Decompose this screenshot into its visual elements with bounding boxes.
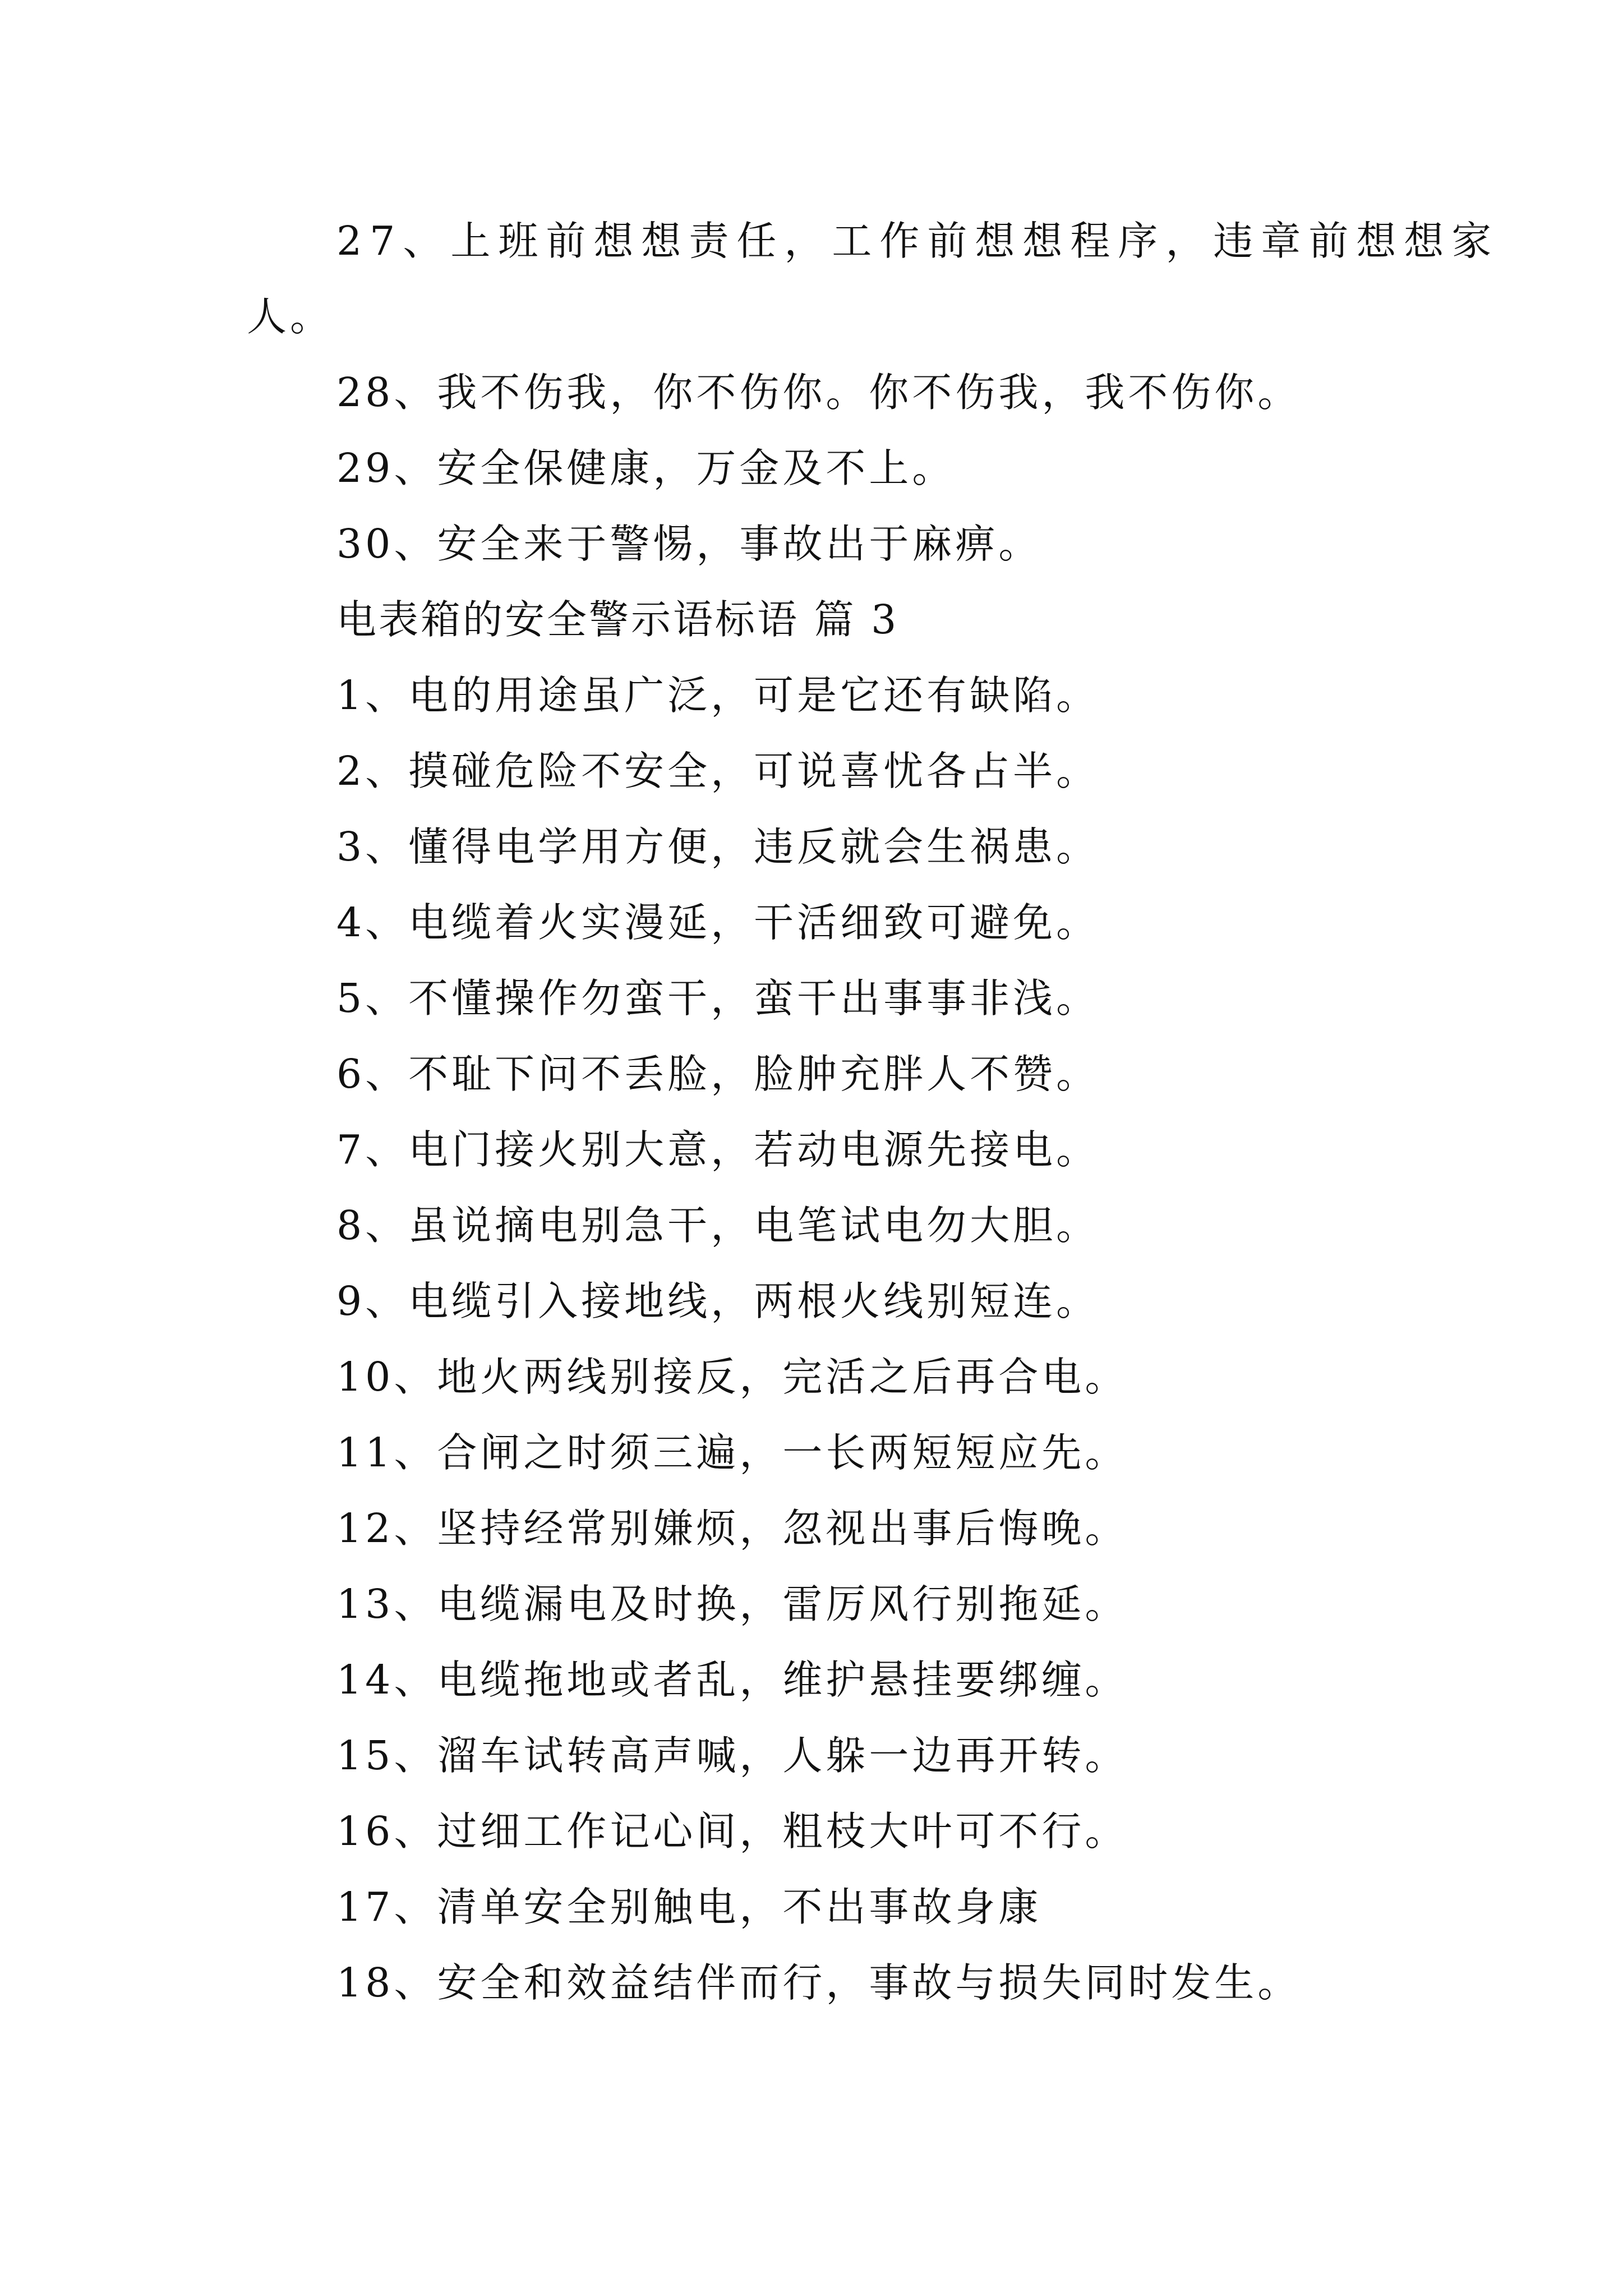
text-line-28: 28、我不伤我，你不伤你。你不伤我，我不伤你。 (336, 369, 1301, 416)
text-line-30: 30、安全来于警惕，事故出于麻痹。 (336, 521, 1042, 567)
list-item: 13、电缆漏电及时换，雷厉风行别拖延。 (336, 1581, 1128, 1627)
list-item: 14、电缆拖地或者乱，维护悬挂要绑缠。 (336, 1657, 1128, 1703)
list-item: 1、电的用途虽广泛，可是它还有缺陷。 (336, 672, 1100, 719)
list-item: 16、过细工作记心间，粗枝大叶可不行。 (336, 1808, 1128, 1855)
list-item: 17、清单安全别触电，不出事故身康 (336, 1884, 1042, 1930)
list-item: 11、合闸之时须三遍，一长两短短应先。 (336, 1429, 1128, 1476)
list-item: 9、电缆引入接地线，两根火线别短连。 (336, 1278, 1100, 1324)
section-heading: 电表箱的安全警示语标语 篇 3 (336, 596, 899, 643)
list-item: 3、懂得电学用方便，违反就会生祸患。 (336, 823, 1100, 870)
text-line-27-continued: 人。 (247, 293, 334, 340)
list-item: 10、地火两线别接反，完活之后再合电。 (336, 1354, 1128, 1400)
list-item: 8、虽说摘电别急干，电笔试电勿大胆。 (336, 1202, 1100, 1249)
list-item: 5、不懂操作勿蛮干，蛮干出事事非浅。 (336, 975, 1100, 1022)
list-item: 6、不耻下问不丢脸，脸肿充胖人不赞。 (336, 1051, 1100, 1097)
text-line-27: 27、上班前想想责任，工作前想想程序，违章前想想家 (336, 218, 1500, 264)
list-item: 12、坚持经常别嫌烦，忽视出事后悔晚。 (336, 1505, 1128, 1552)
list-item: 18、安全和效益结伴而行，事故与损失同时发生。 (336, 1959, 1301, 2006)
list-item: 2、摸碰危险不安全，可说喜忧各占半。 (336, 748, 1100, 794)
list-item: 15、溜车试转高声喊，人躲一边再开转。 (336, 1732, 1128, 1779)
list-item: 4、电缆着火实漫延，干活细致可避免。 (336, 899, 1100, 946)
list-item: 7、电门接火别大意，若动电源先接电。 (336, 1126, 1100, 1173)
text-line-29: 29、安全保健康，万金及不上。 (336, 445, 956, 491)
